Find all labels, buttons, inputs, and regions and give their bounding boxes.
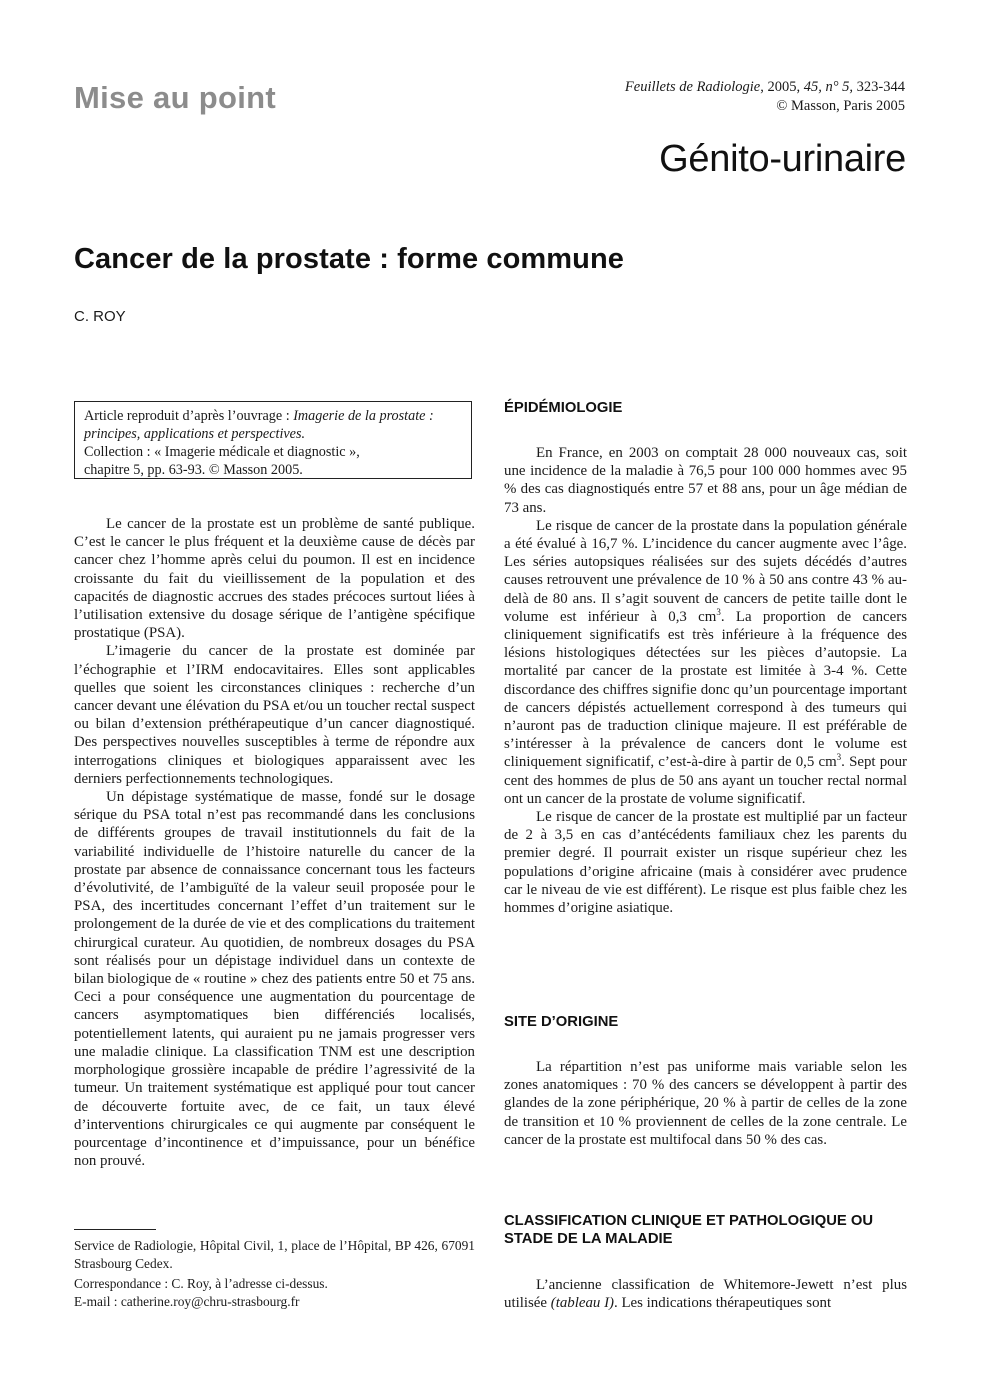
classification-paragraph bbox=[504, 1276, 907, 1312]
superscript-3: 3 bbox=[836, 752, 842, 763]
intro-paragraph-3: Un dépistage systématique de masse, fondé sur le dosage sérique du PSA total n’est pas recommandé dans les conclusions de différents groupes de travail institutionnels du fait de la variabilité individuelle de l’histoire naturelle du cancer de la prostate par absence de connaissance concernant tous les facteurs d’évolutivité, de l’ambiguïté de la valeur seuil proposée pour le PSA, des incertitudes concernant l’effet d’un traitement sur le prolongement de la durée de vie et des complications du traitement chirurgical curateur. Au quotidien, de nombreux dosages du PSA sont réalisés pour un dépistage individuel dans un contexte de bilan biologique de « routine » chez des patients entre 50 et 75 ans. Ceci a pour conséquence une augmentation du pourcentage de cancers asymptomatiques bien différenciés localisés, potentiellement latents, qui auraient pu ne jamais progresser vers une maladie clinique. La classification TNM est une description morphologique grossière incapable de prédire l’agressivité de la tumeur. Un traitement systématique est appliqué pour tout cancer de découverte fortuite avec, de ce fait, un taux élevé d’interventions chirurgicales ce qui augmente par conséquent le pourcentage d’incontinence et d’impuissance, pour un bénéfice non prouvé. bbox=[74, 789, 475, 1170]
journal-citation bbox=[505, 78, 905, 97]
chapter: chapitre 5, pp. 63-93. © Masson 2005. bbox=[84, 462, 303, 478]
footnote-rule bbox=[74, 1229, 156, 1230]
epidemiology-paragraph-1: En France, en 2003 on comptait 28 000 nouveaux cas, soit une incidence de la maladie à 76,5 pour 100 000 hommes avec 95 % des cas diagnostiqués entre 57 et 88 ans, pour un âge médian de 73 ans. bbox=[504, 445, 907, 516]
author: C. ROY bbox=[74, 308, 126, 325]
classification-section bbox=[504, 1276, 907, 1312]
epidemiology-p2-part-a: Le risque de cancer de la prostate dans la population générale a été évalué à 16,7 %. L’incidence du cancer augmente avec l’âge. Les séries autopsiques réalisées sur des sujets décédés d’autres causes retrouvent une prévalence de 10 % à 50 ans contre 43 % au-delà de 80 ans. Il s’agit souvent de cancers de petite taille dont le volume est inférieur à 0,3 cm bbox=[504, 517, 907, 625]
epidemiology-p2-part-b: . La proportion de cancers cliniquement significatifs est très inférieure à la fréquence des lésions histologiques détectées sur les pièces d’autopsie. La mortalité par cancer de la prostate est limitée à 3-4 %. Cette discordance des chiffres signifie donc qu’un pourcentage important de cancers dépistés actuellement correspond à des tumeurs qui n’auront pas de traduction clinique majeure. Il est préférable de s’intéresser à la prévalence de cancers dont le volume est cliniquement significatif, c’est-à-dire à partir de 0,5 cm bbox=[504, 608, 907, 771]
epidemiology-section bbox=[504, 444, 907, 917]
correspondence-block bbox=[74, 1275, 475, 1310]
heading-epidemiologie: ÉPIDÉMIOLOGIE bbox=[504, 400, 623, 416]
site-origine-paragraph: La répartition n’est pas uniforme mais variable selon les zones anatomiques : 70 % des cancers se développent à partir des glandes de la zone périphérique, 20 % à partir de celles de la zone de transition et 10 % proviennent de celles de la zone centrale. Le cancer de la prostate est multifocal dans 50 % des cas. bbox=[504, 1059, 907, 1148]
table-reference: (tableau I) bbox=[550, 1295, 614, 1312]
classification-part-a: L’ancienne classification de Whitemore-Jewett n’est plus utilisée bbox=[504, 1277, 907, 1312]
source-note bbox=[84, 407, 462, 443]
heading-classification: CLASSIFICATION CLINIQUE ET PATHOLOGIQUE OU STADE DE LA MALADIE bbox=[504, 1213, 874, 1247]
copyright: © Masson, Paris 2005 bbox=[776, 98, 905, 114]
email: E-mail : catherine.roy@chru-strasbourg.fr bbox=[74, 1293, 300, 1309]
affiliation: Service de Radiologie, Hôpital Civil, 1, place de l’Hôpital, BP 426, 67091 Strasbourg Cedex. bbox=[74, 1238, 475, 1271]
rubric: Génito-urinaire bbox=[659, 138, 906, 180]
section-label: Mise au point bbox=[74, 80, 276, 115]
journal-year: , 2005, bbox=[760, 79, 804, 95]
journal-pages: 323-344 bbox=[853, 79, 905, 95]
intro-paragraph-2: L’imagerie du cancer de la prostate est dominée par l’échographie et l’IRM endocavitaires. Elles sont applicables quelles que soient les circonstances cliniques : recherche d’un cancer devant une élévation du PSA et/ou un toucher rectal suspect ou bilan d’extension préthérapeutique d’un cancer diagnostiqué. Des perspectives nouvelles susceptibles à terme de répondre aux interrogations cliniques et biologiques apparaissent avec les derniers perfectionnements technologiques. bbox=[74, 643, 475, 787]
superscript-3: 3 bbox=[716, 606, 721, 617]
source-prefix: Article reproduit d’après l’ouvrage : bbox=[84, 408, 294, 424]
epidemiology-p2-part-c: . Sept pour cent des hommes de plus de 50 ans ayant un toucher rectal normal ont un cancer de la prostate de volume significatif. bbox=[504, 754, 908, 807]
heading-site-origine: SITE D’ORIGINE bbox=[504, 1014, 619, 1030]
book-title: Imagerie de la prostate : principes, applications et perspectives. bbox=[84, 408, 434, 442]
left-column bbox=[74, 515, 475, 1170]
intro-paragraph-1: Le cancer de la prostate est un problème de santé publique. C’est le cancer le plus fréquent et la deuxième cause de décès par cancer chez l’homme après celui du poumon. Il est en incidence croissante du fait du vieillissement de la population et des capacités de diagnostic accrues des stades précoces surtout liées à l’utilisation extensive du dosage sérique de l’antigène spécifique prostatique (PSA). bbox=[74, 516, 475, 642]
journal-reference bbox=[505, 78, 905, 116]
classification-part-b: . Les indications thérapeutiques sont bbox=[614, 1295, 832, 1312]
journal-name: Feuillets de Radiologie bbox=[624, 79, 761, 95]
article-title: Cancer de la prostate : forme commune bbox=[74, 243, 625, 275]
source-note-box bbox=[74, 401, 472, 479]
journal-volume: 45, n° 5, bbox=[803, 79, 854, 95]
collection: Collection : « Imagerie médicale et diagnostic », bbox=[84, 444, 360, 460]
epidemiology-paragraph-3: Le risque de cancer de la prostate est multiplié par un facteur de 2 à 3,5 en cas d’antécédents familiaux chez les parents du premier degré. Il pourrait exister un risque supérieur chez les populations d’origine africaine (mais à considérer avec prudence car le niveau de vie est différent). Le risque est plus faible chez les hommes d’origine asiatique. bbox=[504, 809, 907, 917]
epidemiology-paragraph-2 bbox=[504, 517, 907, 808]
correspondence: Correspondance : C. Roy, à l’adresse ci-dessus. bbox=[74, 1276, 328, 1291]
site-origine-section bbox=[504, 1058, 907, 1149]
